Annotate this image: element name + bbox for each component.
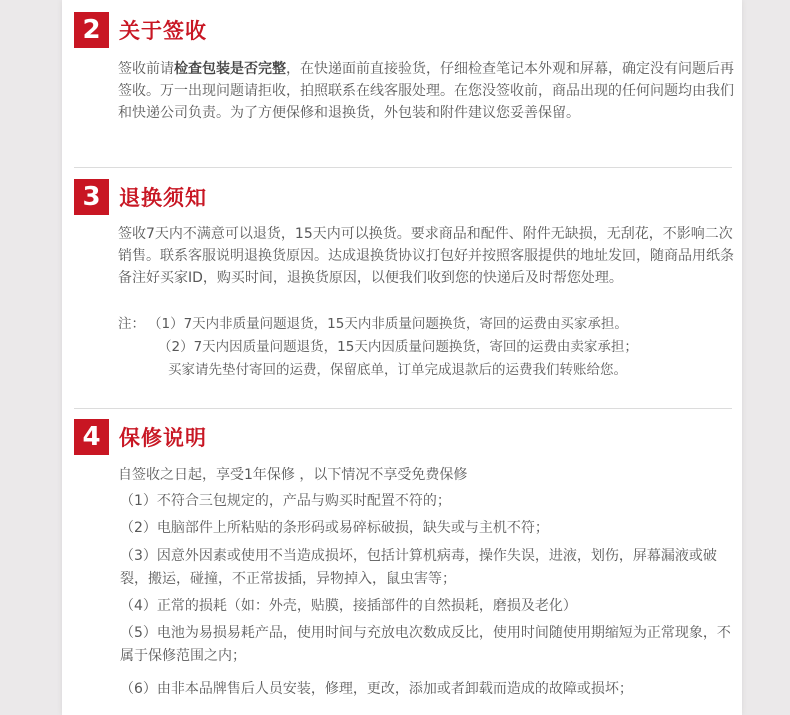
- receipt-paragraph: 签收前请检查包装是否完整，在快递面前直接验货，仔细检查笔记本外观和屏幕，确定没有问题后再签收。万一出现问题请拒收，拍照联系在线客服处理。在您没签收前，商品出现的任何问题均由我们和快递公司负责。为了方便保修和退换货，外包装和附件建议您妥善保留。: [118, 61, 734, 121]
- section-number-badge: 4: [74, 419, 109, 455]
- content-panel: [62, 0, 742, 715]
- returns-paragraph: 签收7天内不满意可以退货，15天内可以换货。要求商品和配件、附件无缺损，无刮花，不影响二次销售。联系客服说明退换货原因。达成退换货协议打包好并按照客服提供的地址发回，随商品用纸条备注好买家ID，购买时间，退换货原因，以便我们收到您的快递后及时帮您处理。: [118, 226, 734, 286]
- section-divider: [74, 167, 732, 168]
- warranty-item: （5）电池为易损易耗产品，使用时间与充放电次数成反比，使用时间随使用期缩短为正常现象，不属于保修范围之内；: [120, 625, 731, 664]
- section-header-warranty: [74, 418, 207, 456]
- section-title: 退换须知: [119, 186, 207, 210]
- warranty-item: （6）由非本品牌售后人员安装，修理，更改，添加或者卸载而造成的故障或损坏；: [120, 681, 633, 697]
- note-item: （2）7天内因质量问题退货，15天内因质量问题换货，寄回的运费由卖家承担；: [158, 339, 638, 355]
- section-divider: [74, 408, 732, 409]
- warranty-item: （1）不符合三包规定的，产品与购买时配置不符的；: [120, 493, 451, 509]
- section-title: 保修说明: [119, 426, 207, 450]
- note-label: 注：: [118, 316, 145, 332]
- section-header-returns: [74, 178, 207, 216]
- bold-highlight: 检查包装是否完整: [174, 61, 286, 77]
- warranty-item: （2）电脑部件上所粘贴的条形码或易碎标破损，缺失或与主机不符；: [120, 520, 549, 536]
- section-number-badge: 2: [74, 12, 109, 48]
- section-title: 关于签收: [119, 19, 207, 43]
- note-item: 买家请先垫付寄回的运费，保留底单，订单完成退款后的运费我们转账给您。: [168, 362, 627, 378]
- warranty-item: （3）因意外因素或使用不当造成损坏，包括计算机病毒，操作失误，进液，划伤，屏幕漏液或破裂，搬运，碰撞，不正常拔插，异物掉入，鼠虫害等；: [120, 548, 717, 587]
- warranty-intro: 自签收之日起，享受1年保修 ，以下情况不享受免费保修: [118, 467, 468, 483]
- section-number-badge: 3: [74, 179, 109, 215]
- warranty-item: （4）正常的损耗（如：外壳，贴膜，接插部件的自然损耗，磨损及老化）: [120, 598, 577, 614]
- note-item: （1）7天内非质量问题退货，15天内非质量问题换货，寄回的运费由买家承担。: [148, 316, 628, 332]
- section-header-receipt: [74, 11, 207, 49]
